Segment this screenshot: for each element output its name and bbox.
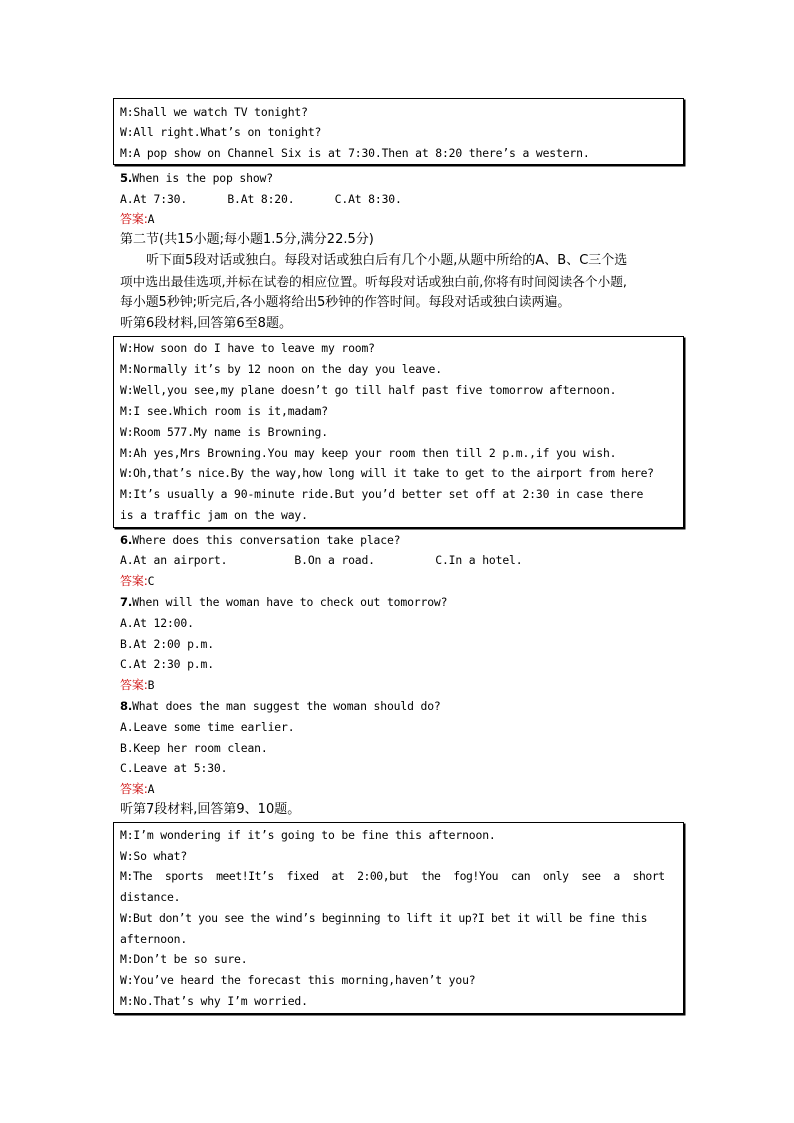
answer-label: 答案: xyxy=(120,678,148,692)
dialogue-line: M:Shall we watch TV tonight? xyxy=(120,105,308,119)
option: C.At 2:30 p.m. xyxy=(120,657,214,671)
dialogue-line: M:I see.Which room is it,madam? xyxy=(120,404,328,418)
dialogue-line: M:No.That’s why I’m worried. xyxy=(120,994,308,1008)
question-8 xyxy=(120,699,441,713)
question-6 xyxy=(120,533,400,547)
question-text: Where does this conversation take place? xyxy=(132,533,401,547)
dialogue-line: is a traffic jam on the way. xyxy=(120,508,308,522)
option: B.At 2:00 p.m. xyxy=(120,637,214,651)
question-text: What does the man suggest the woman should do? xyxy=(132,699,441,713)
answer-5 xyxy=(120,212,154,226)
dialogue-line: M:It’s usually a 90-minute ride.But you’d better set off at 2:30 in case there xyxy=(120,487,644,501)
material-heading: 听第6段材料,回答第6至8题。 xyxy=(120,316,292,331)
dialogue-line: W:So what? xyxy=(120,849,188,863)
dialogue-line: W:How soon do I have to leave my room? xyxy=(120,341,375,355)
answer-value: A xyxy=(147,782,155,796)
answer-7 xyxy=(120,678,154,692)
dialogue-line: M:Don’t be so sure. xyxy=(120,952,248,966)
dialogue-line: distance. xyxy=(120,890,181,904)
instruction-line: 听下面5段对话或独白。每段对话或独白后有几个小题,从题中所给的A、B、C三个选 xyxy=(146,253,628,268)
dialogue-line: W:Oh,that’s nice.By the way,how long will it take to get to the airport from here? xyxy=(120,466,654,480)
dialogue-line: W:But don’t you see the wind’s beginning to lift it up?I bet it will be fine this xyxy=(120,911,648,925)
option: C.Leave at 5:30. xyxy=(120,761,228,775)
answer-label: 答案: xyxy=(120,574,148,588)
question-7 xyxy=(120,595,447,609)
question-5 xyxy=(120,171,273,185)
answer-label: 答案: xyxy=(120,212,148,226)
instruction-line: 项中选出最佳选项,并标在试卷的相应位置。听每段对话或独白前,你将有时间阅读各个小题, xyxy=(120,274,627,289)
question-6-options: A.At an airport. B.On a road. C.In a hotel. xyxy=(120,553,523,567)
answer-8 xyxy=(120,782,154,796)
instruction-line: 每小题5秒钟;听完后,各小题将给出5秒钟的作答时间。每段对话或独白读两遍。 xyxy=(120,295,571,310)
dialogue-line: afternoon. xyxy=(120,932,188,946)
dialogue-line: W:You’ve heard the forecast this morning,haven’t you? xyxy=(120,973,476,987)
answer-value: B xyxy=(147,678,155,692)
dialogue-line: M:I’m wondering if it’s going to be fine this afternoon. xyxy=(120,828,496,842)
section-title: 第二节(共15小题;每小题1.5分,满分22.5分) xyxy=(120,232,374,247)
dialogue-line: W:All right.What’s on tonight? xyxy=(120,125,322,139)
answer-value: A xyxy=(147,212,155,226)
option: B.Keep her room clean. xyxy=(120,741,268,755)
question-5-options: A.At 7:30. B.At 8:20. C.At 8:30. xyxy=(120,192,402,206)
answer-value: C xyxy=(147,574,155,588)
answer-label: 答案: xyxy=(120,782,148,796)
question-number: 7. xyxy=(120,595,133,609)
option: A.At 12:00. xyxy=(120,616,194,630)
dialogue-line: M:Ah yes,Mrs Browning.You may keep your room then till 2 p.m.,if you wish. xyxy=(120,446,617,460)
question-number: 5. xyxy=(120,171,133,185)
answer-6 xyxy=(120,574,154,588)
option: A.Leave some time earlier. xyxy=(120,720,295,734)
question-number: 8. xyxy=(120,699,133,713)
material-heading: 听第7段材料,回答第9、10题。 xyxy=(120,802,301,817)
dialogue-line: M:A pop show on Channel Six is at 7:30.Then at 8:20 there’s a western. xyxy=(120,146,590,160)
dialogue-line: M:The sports meet!It’s fixed at 2:00,but the fog!You can only see a short xyxy=(120,869,665,883)
question-text: When will the woman have to check out tomorrow? xyxy=(132,595,448,609)
dialogue-line: W:Room 577.My name is Browning. xyxy=(120,425,328,439)
question-number: 6. xyxy=(120,533,133,547)
question-text: When is the pop show? xyxy=(132,171,273,185)
dialogue-line: M:Normally it’s by 12 noon on the day you leave. xyxy=(120,362,442,376)
dialogue-line: W:Well,you see,my plane doesn’t go till half past five tomorrow afternoon. xyxy=(120,383,617,397)
